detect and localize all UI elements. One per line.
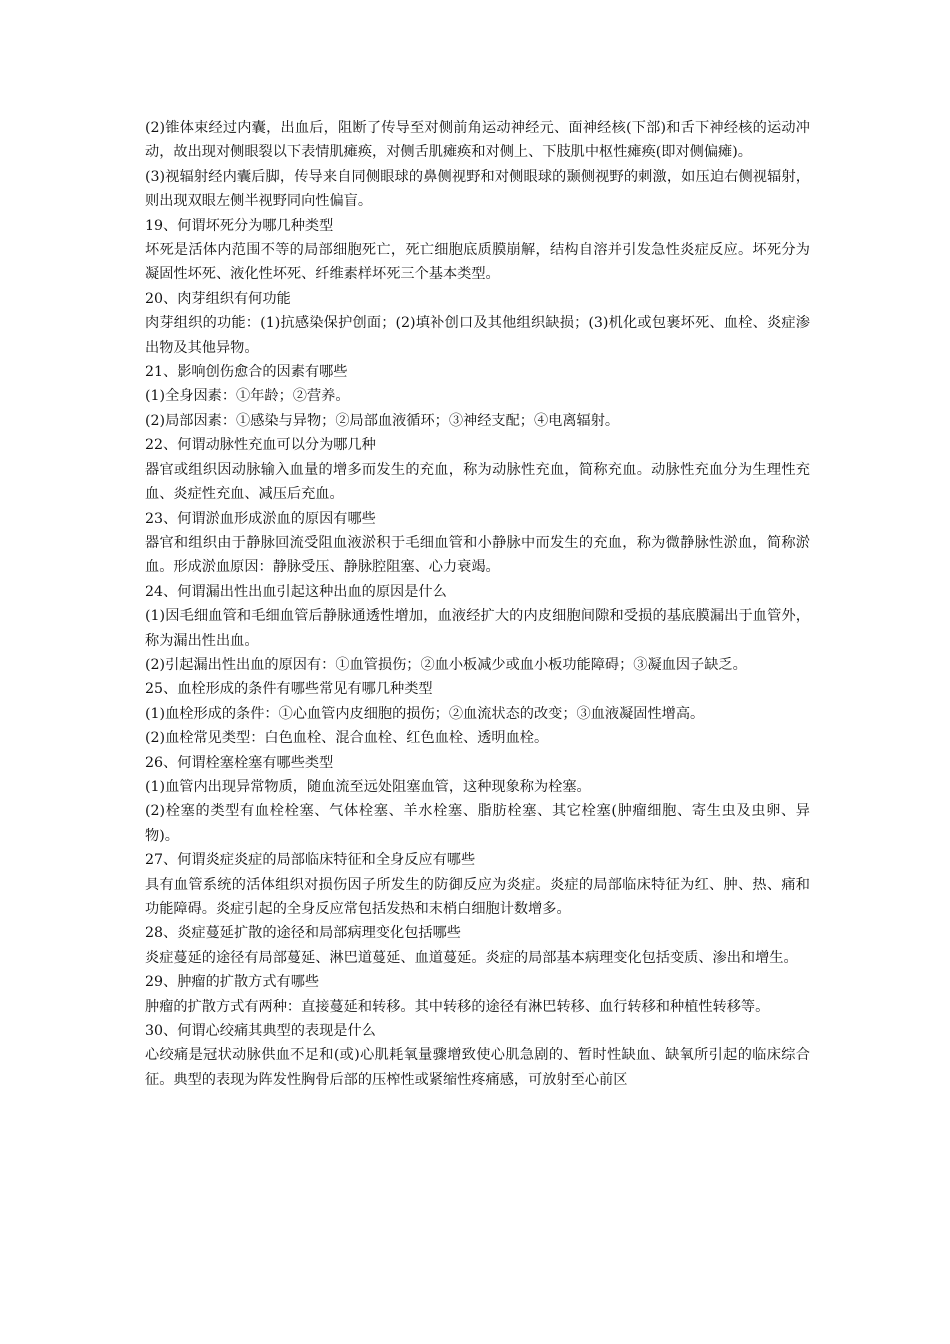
paragraph: (1)血栓形成的条件：①心血管内皮细胞的损伤；②血流状态的改变；③血液凝固性增高。 xyxy=(145,705,705,722)
document-page xyxy=(145,116,810,1092)
question-heading: 22、何谓动脉性充血可以分为哪几种 xyxy=(145,437,376,454)
paragraph: 器官或组织因动脉输入血量的增多而发生的充血，称为动脉性充血，简称充血。动脉性充血分为生理性充血、炎症性充血、减压后充血。 xyxy=(145,461,810,503)
paragraph: 坏死是活体内范围不等的局部细胞死亡，死亡细胞底质膜崩解，结构自溶并引发急性炎症反应。坏死分为凝固性坏死、液化性坏死、纤维素样坏死三个基本类型。 xyxy=(145,242,810,283)
question-heading: 29、肿瘤的扩散方式有哪些 xyxy=(145,974,320,991)
paragraph: (2)引起漏出性出血的原因有：①血管损伤；②血小板减少或血小板功能障碍；③凝血因子缺乏。 xyxy=(145,656,747,673)
question-heading: 28、炎症蔓延扩散的途径和局部病理变化包括哪些 xyxy=(145,925,461,942)
paragraph: 肉芽组织的功能：(1)抗感染保护创面；(2)填补创口及其他组织缺损；(3)机化或包裹坏死、血栓、炎症渗出物及其他异物。 xyxy=(145,315,810,356)
question-heading: 21、影响创伤愈合的因素有哪些 xyxy=(145,364,348,381)
paragraph: (1)血管内出现异常物质，随血流至远处阻塞血管，这种现象称为栓塞。 xyxy=(145,778,591,795)
question-heading: 25、血栓形成的条件有哪些常见有哪几种类型 xyxy=(145,681,433,698)
paragraph: (2)局部因素：①感染与异物；②局部血液循环；③神经支配；④电离辐射。 xyxy=(145,412,620,429)
paragraph: 肿瘤的扩散方式有两种：直接蔓延和转移。其中转移的途径有淋巴转移、血行转移和种植性转移等。 xyxy=(145,998,770,1015)
paragraph: (2)血栓常见类型：白色血栓、混合血栓、红色血栓、透明血栓。 xyxy=(145,730,549,747)
question-heading: 27、何谓炎症炎症的局部临床特征和全身反应有哪些 xyxy=(145,852,476,869)
paragraph: (1)全身因素：①年龄；②营养。 xyxy=(145,388,350,405)
paragraph: (1)因毛细血管和毛细血管后静脉通透性增加，血液经扩大的内皮细胞间隙和受损的基底膜漏出于血管外，称为漏出性出血。 xyxy=(145,608,810,649)
paragraph: 器官和组织由于静脉回流受阻血液淤积于毛细血管和小静脉中而发生的充血，称为微静脉性淤血，简称淤血。形成淤血原因：静脉受压、静脉腔阻塞、心力衰竭。 xyxy=(145,534,810,576)
paragraph: (2)栓塞的类型有血栓栓塞、气体栓塞、羊水栓塞、脂肪栓塞、其它栓塞(肿瘤细胞、寄生虫及虫卵、异物)。 xyxy=(145,803,810,844)
question-heading: 23、何谓淤血形成淤血的原因有哪些 xyxy=(145,510,376,527)
question-heading: 30、何谓心绞痛其典型的表现是什么 xyxy=(145,1023,376,1040)
paragraph: 炎症蔓延的途径有局部蔓延、淋巴道蔓延、血道蔓延。炎症的局部基本病理变化包括变质、渗出和增生。 xyxy=(145,949,798,966)
paragraph: 具有血管系统的活体组织对损伤因子所发生的防御反应为炎症。炎症的局部临床特征为红、肿、热、痛和功能障碍。炎症引起的全身反应常包括发热和末梢白细胞计数增多。 xyxy=(145,876,810,917)
paragraph: (3)视辐射经内囊后脚，传导来自同侧眼球的鼻侧视野和对侧眼球的颞侧视野的刺激，如压迫右侧视辐射，则出现双眼左侧半视野同向性偏盲。 xyxy=(145,168,810,210)
question-heading: 24、何谓漏出性出血引起这种出血的原因是什么 xyxy=(145,583,447,600)
paragraph: 心绞痛是冠状动脉供血不足和(或)心肌耗氧量骤增致使心肌急剧的、暂时性缺血、缺氧所引起的临床综合征。典型的表现为阵发性胸骨后部的压榨性或紧缩性疼痛感，可放射至心前区 xyxy=(145,1047,810,1088)
question-heading: 20、肉芽组织有何功能 xyxy=(145,290,291,307)
question-heading: 19、何谓坏死分为哪几种类型 xyxy=(145,217,334,234)
question-heading: 26、何谓栓塞栓塞有哪些类型 xyxy=(145,754,334,771)
paragraph: (2)锥体束经过内囊，出血后，阻断了传导至对侧前角运动神经元、面神经核(下部)和舌下神经核的运动冲动，故出现对侧眼裂以下表情肌瘫痪，对侧舌肌瘫痪和对侧上、下肢肌中枢性瘫痪(即对侧偏瘫)。 xyxy=(145,120,810,161)
